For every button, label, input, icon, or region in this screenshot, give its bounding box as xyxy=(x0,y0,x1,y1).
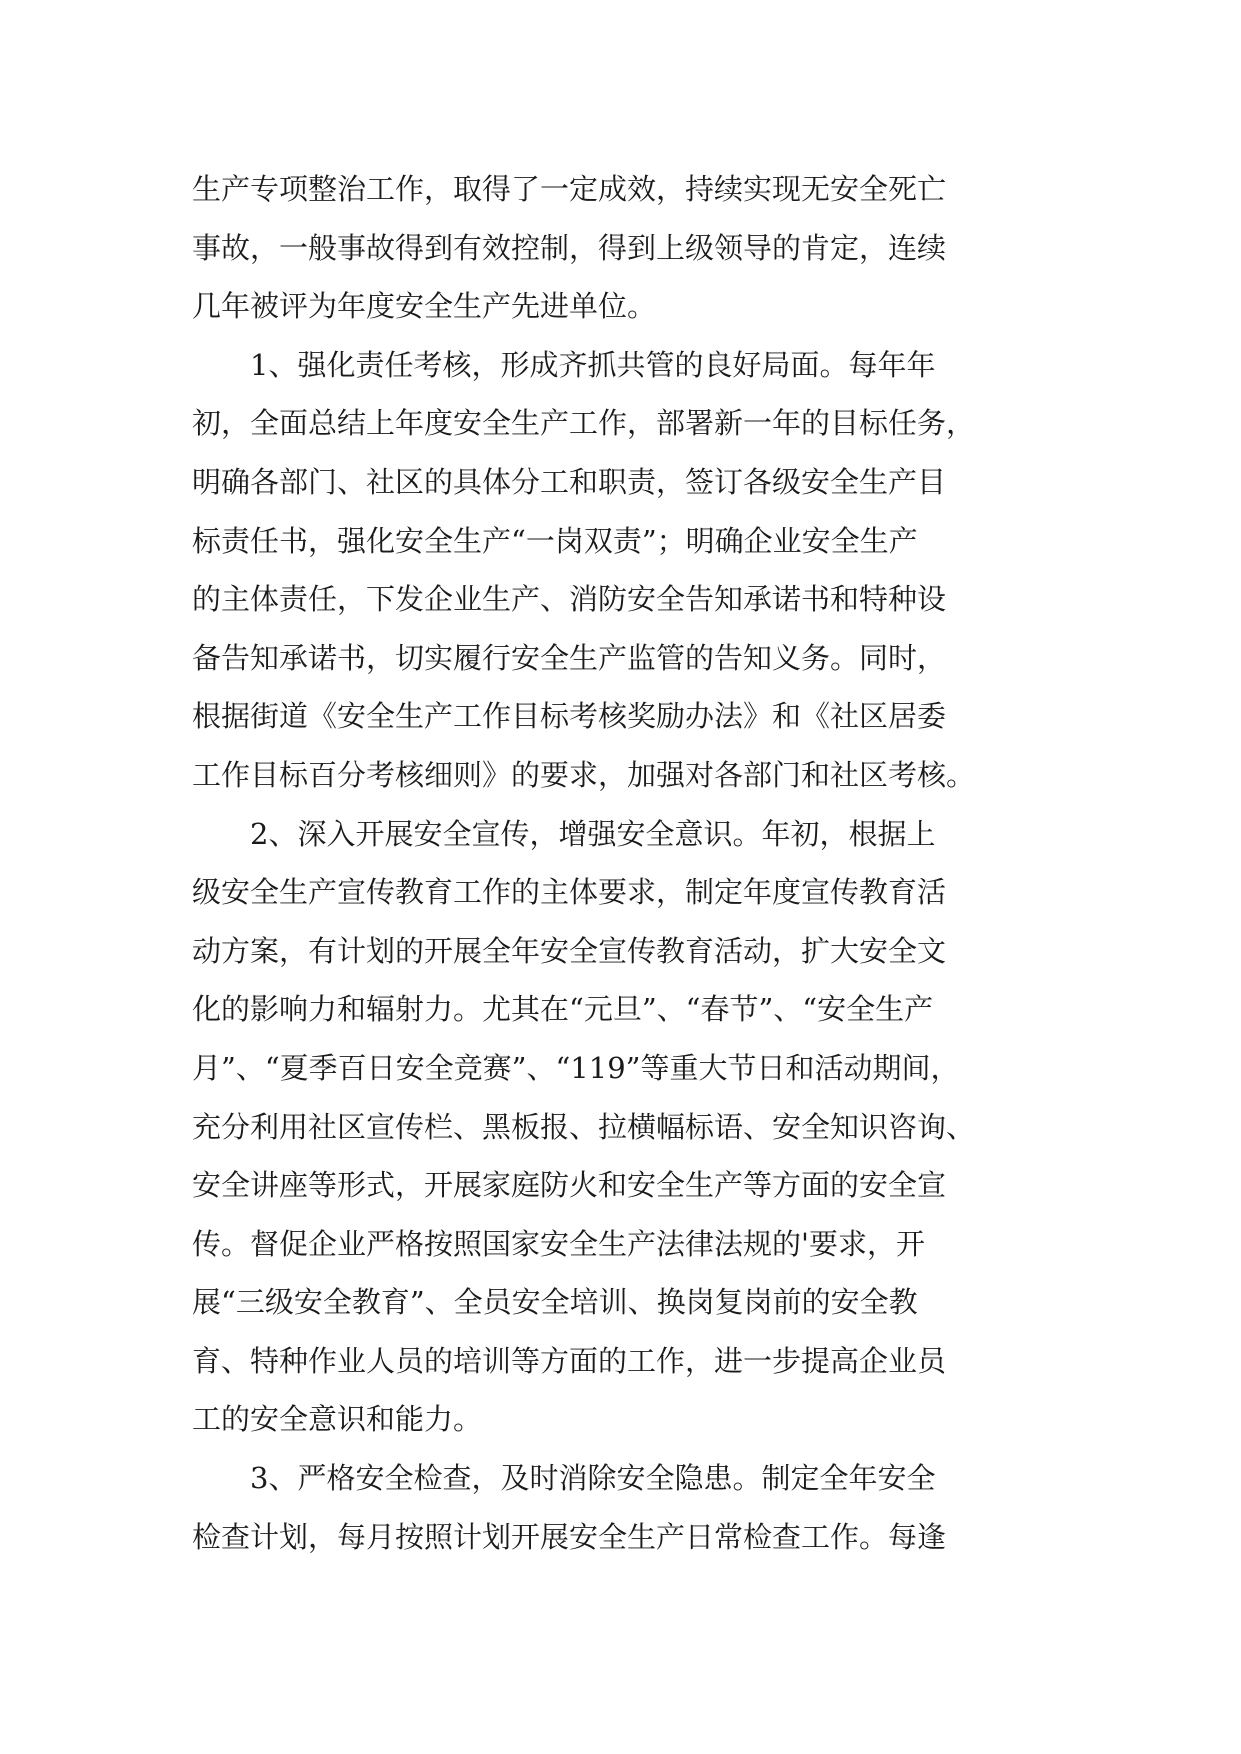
text-line: 级安全生产宣传教育工作的主体要求，制定年度宣传教育活 xyxy=(192,875,947,910)
text-line: 充分利用社区宣传栏、黑板报、拉横幅标语、安全知识咨询、 xyxy=(192,1109,976,1144)
text-line: 安全讲座等形式，开展家庭防火和安全生产等方面的安全宣 xyxy=(192,1168,947,1203)
text-line: 育、特种作业人员的培训等方面的工作，进一步提高企业员 xyxy=(192,1343,947,1378)
text-line: 根据街道《安全生产工作目标考核奖励办法》和《社区居委 xyxy=(192,699,947,734)
text-line: 动方案，有计划的开展全年安全宣传教育活动，扩大安全文 xyxy=(192,933,947,968)
text-line: 检查计划，每月按照计划开展安全生产日常检查工作。每逢 xyxy=(192,1519,947,1554)
text-line: 3、严格安全检查，及时消除安全隐患。制定全年安全 xyxy=(192,1461,936,1496)
text-line: 1、强化责任考核，形成齐抓共管的良好局面。每年年 xyxy=(192,347,936,382)
text-line: 明确各部门、社区的具体分工和职责，签订各级安全生产目 xyxy=(192,464,947,499)
text-line: 2、深入开展安全宣传，增强安全意识。年初，根据上 xyxy=(192,816,936,851)
text-line: 初，全面总结上年度安全生产工作，部署新一年的目标任务， xyxy=(192,406,976,441)
text-line: 备告知承诺书，切实履行安全生产监管的告知义务。同时， xyxy=(192,640,947,675)
text-line: 标责任书，强化安全生产“一岗双责”；明确企业安全生产 xyxy=(192,523,918,558)
text-line: 工的安全意识和能力。 xyxy=(192,1402,483,1437)
text-line: 几年被评为年度安全生产先进单位。 xyxy=(192,289,657,324)
text-line: 化的影响力和辐射力。尤其在“元旦”、“春节”、“安全生产 xyxy=(192,992,934,1027)
text-line: 月”、“夏季百日安全竞赛”、“119”等重大节日和活动期间， xyxy=(192,1050,960,1085)
text-line: 事故，一般事故得到有效控制，得到上级领导的肯定，连续 xyxy=(192,230,947,265)
text-line: 生产专项整治工作，取得了一定成效，持续实现无安全死亡 xyxy=(192,172,947,206)
body-text xyxy=(192,160,1060,1566)
text-line: 的主体责任，下发企业生产、消防安全告知承诺书和特种设 xyxy=(192,582,947,617)
text-line: 工作目标百分考核细则》的要求，加强对各部门和社区考核。 xyxy=(192,757,976,792)
text-line: 展“三级安全教育”、全员安全培训、换岗复岗前的安全教 xyxy=(192,1285,918,1320)
text-line: 传。督促企业严格按照国家安全生产法律法规的'要求，开 xyxy=(192,1226,925,1261)
